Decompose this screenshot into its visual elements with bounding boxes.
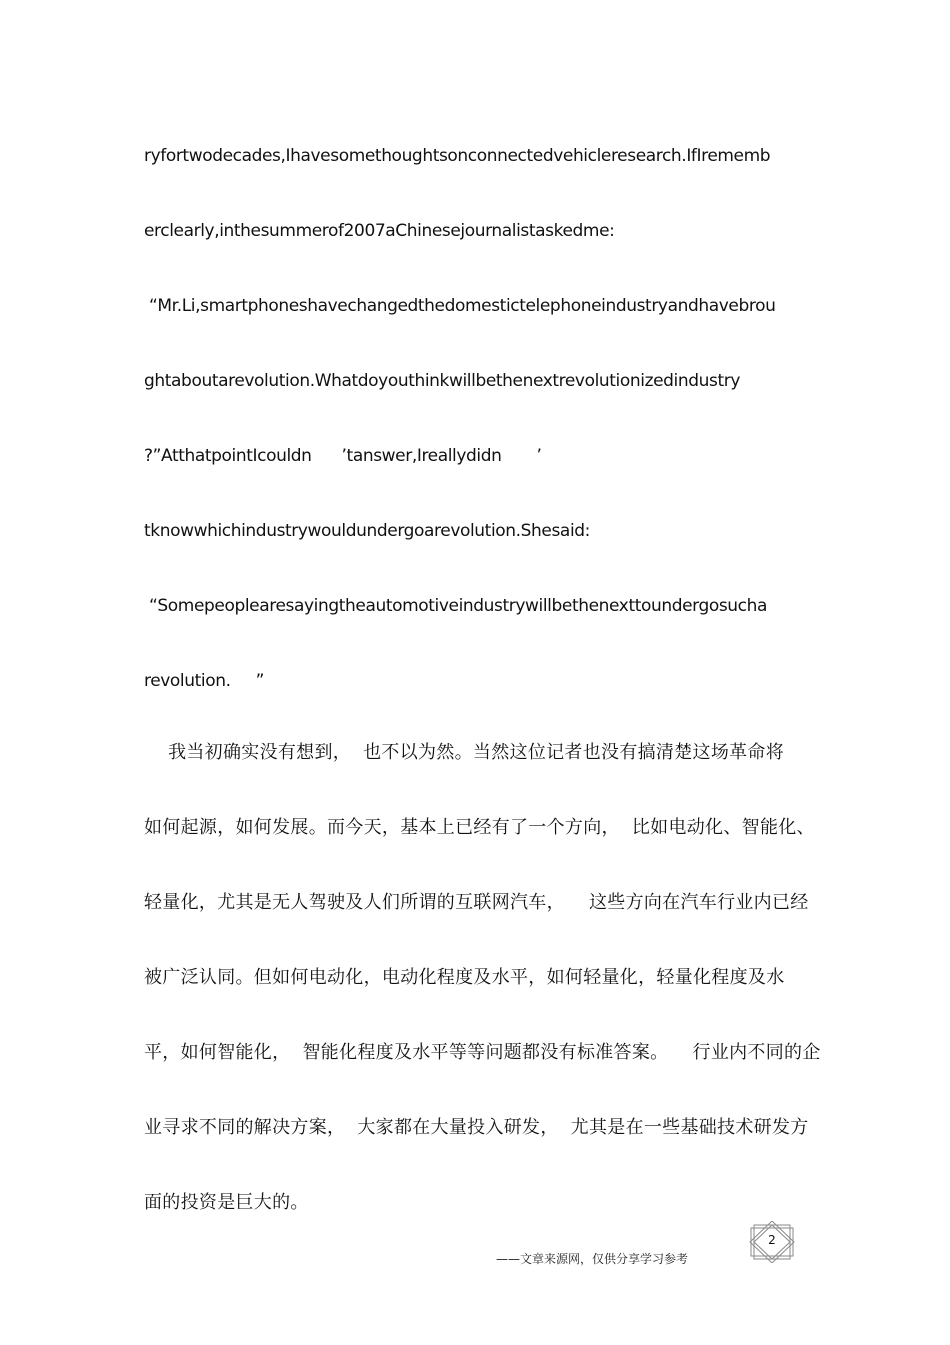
body-line: erclearly,inthesummerof2007aChinesejournalistaskedme:: [144, 221, 615, 241]
body-line: 我当初确实没有想到， 也不以为然。当然这位记者也没有搞清楚这场革命将: [144, 742, 785, 763]
body-line: “Mr.Li,smartphoneshavechangedthedomestictelephoneindustryandhavebrou: [144, 296, 776, 316]
body-line: 如何起源，如何发展。而今天，基本上已经有了一个方向， 比如电动化、智能化、: [144, 817, 815, 838]
body-line: 轻量化，尤其是无人驾驶及人们所谓的互联网汽车， 这些方向在汽车行业内已经: [144, 892, 809, 913]
body-line: tknowwhichindustrywouldundergoarevolution.Shesaid:: [144, 521, 590, 541]
body-line: 业寻求不同的解决方案， 大家都在大量投入研发， 尤其是在一些基础技术研发方: [144, 1117, 809, 1138]
body-line: “Somepeoplearesayingtheautomotiveindustrywillbethenexttoundergosucha: [144, 596, 768, 616]
body-line: ?”AtthatpointIcouldn ’tanswer,Ireallydidn ’: [144, 446, 542, 466]
body-line: ryfortwodecades,Ihavesomethoughtsonconnectedvehicleresearch.IfIrememb: [144, 146, 771, 166]
page-number: 2: [768, 1233, 776, 1247]
body-line: revolution. ”: [144, 671, 265, 691]
page-number-badge: [749, 1221, 795, 1263]
body-line: 被广泛认同。但如何电动化，电动化程度及水平，如何轻量化，轻量化程度及水: [144, 967, 785, 988]
body-line: 面的投资是巨大的。: [144, 1192, 309, 1213]
body-line: 平，如何智能化， 智能化程度及水平等等问题都没有标准答案。 行业内不同的企: [144, 1042, 821, 1063]
body-line: ghtaboutarevolution.Whatdoyouthinkwillbethenextrevolutionizedindustry: [144, 371, 740, 391]
source-note: ——文章来源网，仅供分享学习参考: [496, 1252, 689, 1266]
